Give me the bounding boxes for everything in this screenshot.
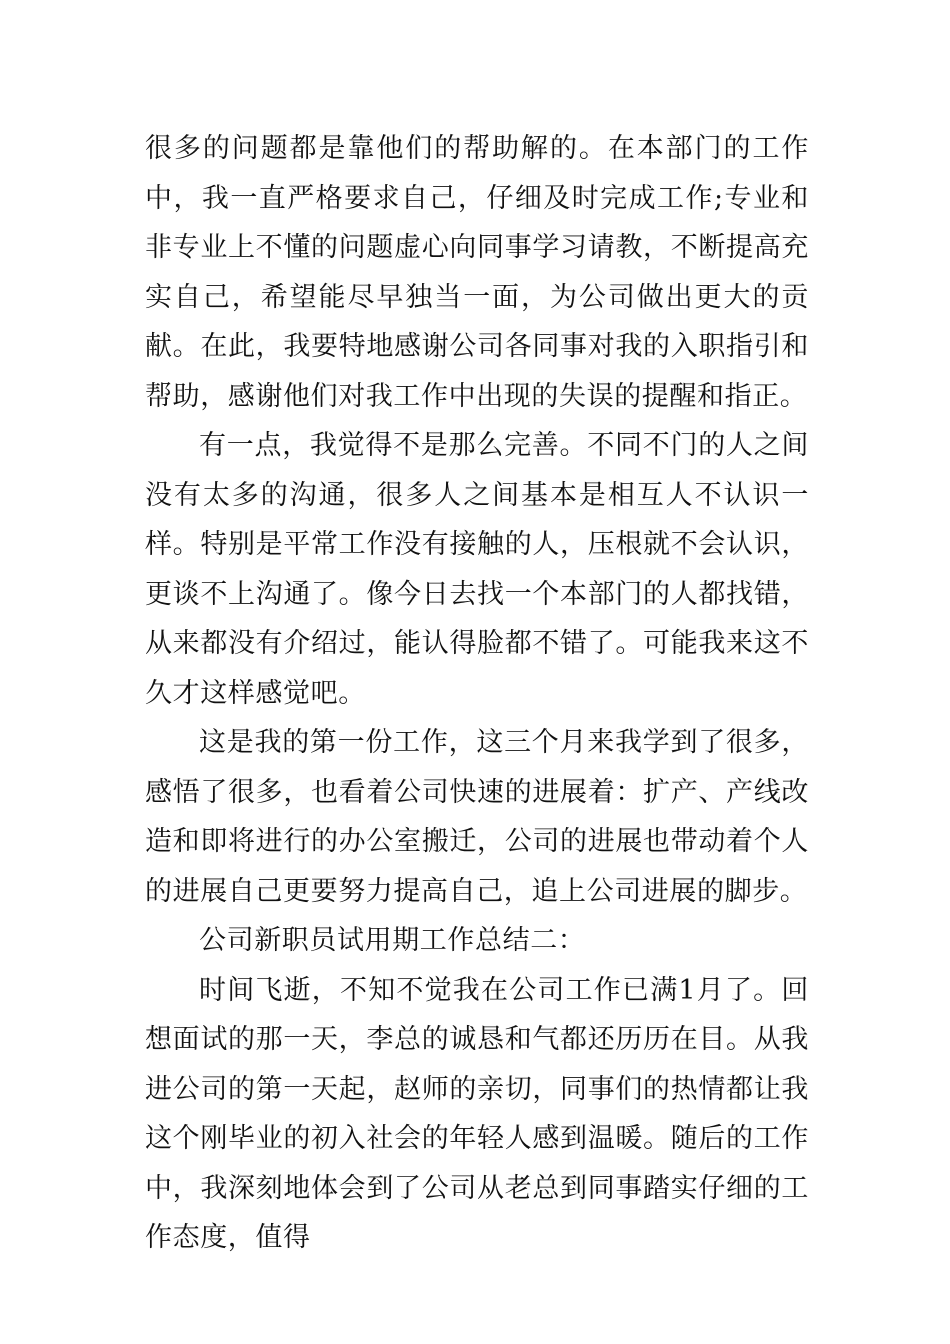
paragraph-2: 有一点，我觉得不是那么完善。不同不门的人之间没有太多的沟通，很多人之间基本是相互人不认识一样。特别是平常工作没有接触的人，压根就不会认识，更谈不上沟通了。像今日去找一个本部门的人都找错，从来都没有介绍过，能认得脸都不错了。可能我来这不久才这样感觉吧。 — [145, 430, 809, 709]
document-page — [145, 124, 809, 1263]
paragraph-3: 这是我的第一份工作，这三个月来我学到了很多，感悟了很多，也看着公司快速的进展着：扩产、产线改造和即将进行的办公室搬迁，公司的进展也带动着个人的进展自己更要努力提高自己，追上公司进展的脚步。 — [145, 727, 809, 907]
section-heading: 公司新职员试用期工作总结二： — [199, 925, 586, 956]
paragraph-1: 很多的问题都是靠他们的帮助解的。在本部门的工作中，我一直严格要求自己，仔细及时完成工作;专业和非专业上不懂的问题虚心向同事学习请教，不断提高充实自己，希望能尽早独当一面，为公司做出更大的贡献。在此，我要特地感谢公司各同事对我的入职指引和帮助，感谢他们对我工作中出现的失误的提醒和指正。 — [145, 133, 809, 412]
paragraph-5: 时间飞逝，不知不觉我在公司工作已满1月了。回想面试的那一天，李总的诚恳和气都还历历在目。从我进公司的第一天起，赵师的亲切，同事们的热情都让我这个刚毕业的初入社会的年轻人感到温暖。随后的工作中，我深刻地体会到了公司从老总到同事踏实仔细的工作态度，值得 — [145, 974, 809, 1253]
